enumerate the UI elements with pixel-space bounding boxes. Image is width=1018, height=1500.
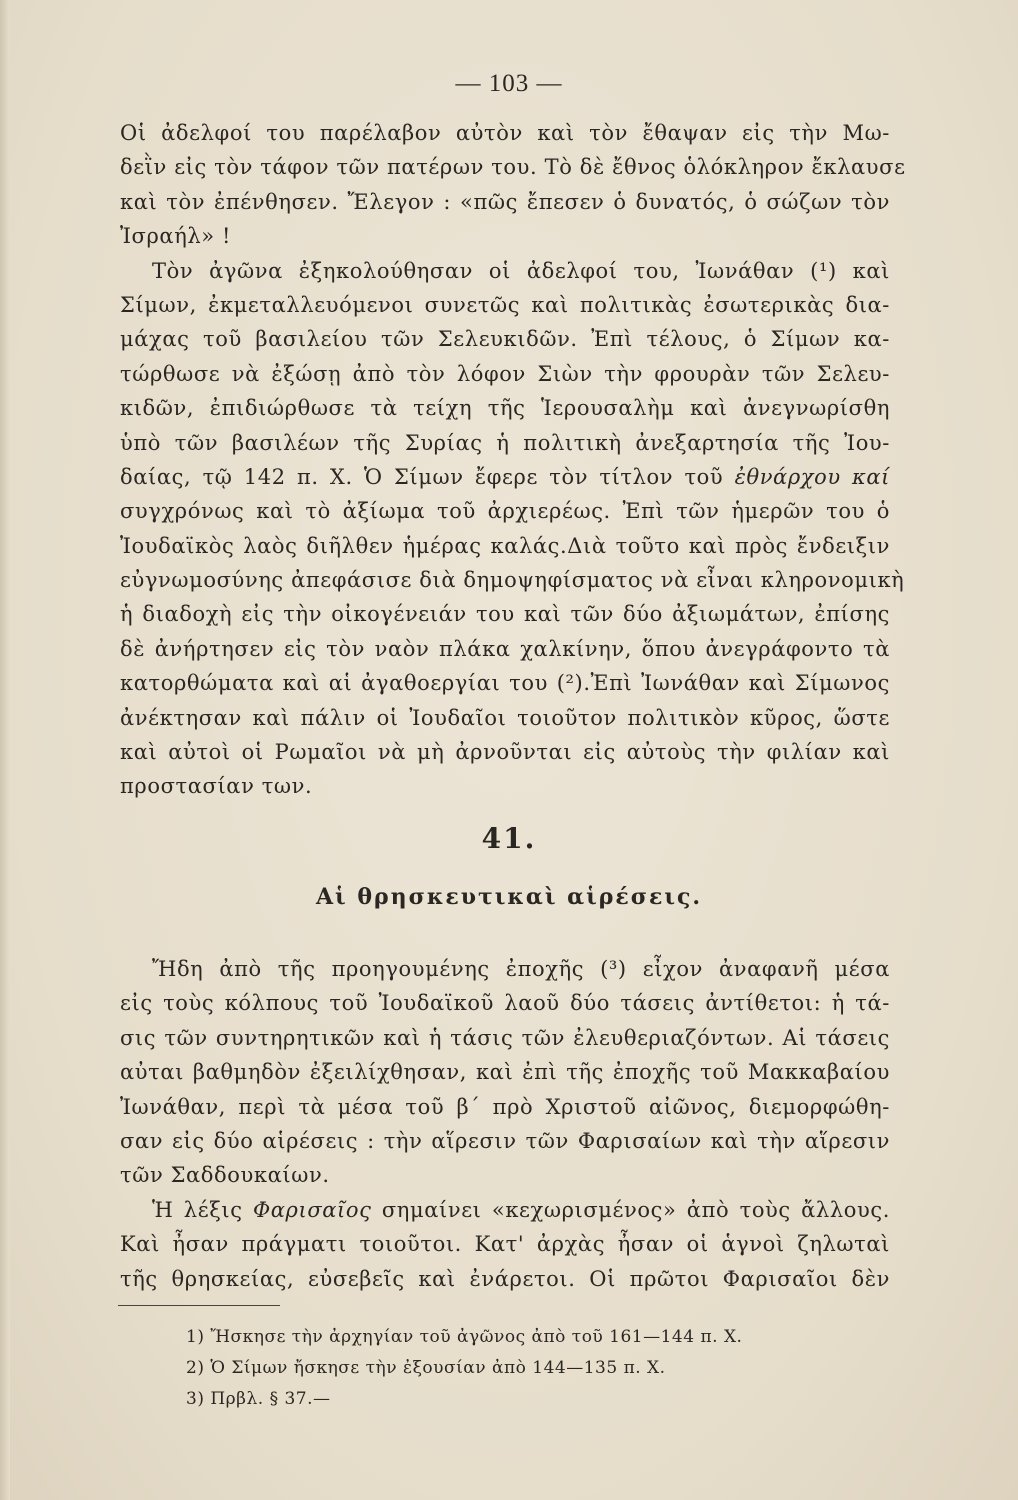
page-number: — 103 — — [455, 70, 563, 97]
footnote-1: 1) Ἤσκησε τὴν ἀρχηγίαν τοῦ ἀγῶνος ἀπὸ τοῦ 161—144 π. Χ. — [186, 1327, 743, 1347]
text-line: τώρθωσε νὰ ἐξώσῃ ἀπὸ τὸν λόφον Σιὼν τὴν φρουρὰν τῶν Σελευ- — [120, 361, 890, 386]
italic-term: Φαρισαῖος — [252, 1197, 372, 1222]
text-line: ἡ διαδοχὴ εἰς τὴν οἰκογένειάν του καὶ τῶν δύο ἀξιωμάτων, ἐπίσης — [120, 602, 890, 627]
text-segment: σημαίνει «κεχωρισμένος» ἀπὸ τοὺς ἄλλους. — [381, 1197, 890, 1222]
text-line: μάχας τοῦ βασιλείου τῶν Σελευκιδῶν. Ἐπὶ τέλους, ὁ Σίμων κα- — [120, 327, 890, 352]
section-number: 41. — [481, 822, 537, 855]
text-line: δὲ ἀνήρτησεν εἰς τὸν ναὸν πλάκα χαλκίνην, ὅπου ἀνεγράφοντο τὰ — [120, 636, 890, 661]
text-line: σαν εἰς δύο αἱρέσεις : τὴν αἵρεσιν τῶν Φαρισαίων καὶ τὴν αἵρεσιν — [120, 1128, 890, 1153]
text-line: Ἤδη ἀπὸ τῆς προηγουμένης ἐποχῆς (³) εἶχον ἀναφανῆ μέσα — [152, 957, 890, 981]
italic-term: ἐθνάρχου καί — [734, 464, 890, 489]
text-line: αὐται βαθμηδὸν ἐξειλίχθησαν, καὶ ἐπὶ τῆς ἐποχῆς τοῦ Μακκαβαίου — [120, 1060, 890, 1085]
footnotes — [186, 1322, 742, 1415]
text-line: Οἱ ἀδελφοί του παρέλαβον αὐτὸν καὶ τὸν ἔθαψαν εἰς τὴν Μω- — [120, 121, 890, 145]
text-line: ἀνέκτησαν καὶ πάλιν οἱ Ἰουδαῖοι τοιοῦτον πολιτικὸν κῦρος, ὥστε — [120, 705, 890, 730]
text-segment: Ἡ λέξις — [152, 1197, 243, 1222]
text-line: καὶ αὐτοὶ οἱ Ρωμαῖοι νὰ μὴ ἀρνοῦνται εἰς αὐτοὺς τὴν φιλίαν καὶ — [120, 740, 890, 765]
text-line: κατορθώματα καὶ αἱ ἀγαθοεργίαι του (²).Ἐπὶ Ἰωνάθαν καὶ Σίμωνος — [120, 671, 890, 696]
text-line: Ἰουδαϊκὸς λαὸς διῆλθεν ἡμέρας καλάς.Διὰ τοῦτο καὶ πρὸς ἔνδειξιν — [120, 533, 890, 558]
footnote-2: 2) Ὁ Σίμων ἤσκησε τὴν ἐξουσίαν ἀπὸ 144—135 π. Χ. — [186, 1358, 666, 1378]
text-line: σις τῶν συντηρητικῶν καὶ ἡ τάσις τῶν ἐλευθεριαζόντων. Αἱ τάσεις — [120, 1025, 890, 1050]
text-line: Τὸν ἀγῶνα ἐξηκολούθησαν οἱ ἀδελφοί του, Ἰωνάθαν (¹) καὶ — [152, 258, 890, 283]
text-line: προστασίαν των. — [120, 774, 313, 799]
text-line: ὑπὸ τῶν βασιλέων τῆς Συρίας ἡ πολιτικὴ ἀνεξαρτησία τῆς Ἰου- — [120, 430, 890, 455]
text-line-with-italic — [120, 460, 890, 494]
text-line: τῶν Σαδδουκαίων. — [120, 1163, 330, 1188]
footnote-3: 3) Πρβλ. § 37.— — [186, 1389, 331, 1409]
text-line: Καὶ ἦσαν πράγματι τοιοῦτοι. Κατ' ἀρχὰς ἦσαν οἱ ἁγνοὶ ζηλωταὶ — [120, 1232, 890, 1257]
text-line: Σίμων, ἐκμεταλλευόμενοι συνετῶς καὶ πολιτικὰς ἐσωτερικὰς δια- — [120, 292, 890, 317]
text-line: Ἰωνάθαν, περὶ τὰ μέσα τοῦ β΄ πρὸ Χριστοῦ αἰῶνος, διεμορφώθη- — [120, 1094, 890, 1119]
text-line: Ἰσραήλ» ! — [120, 224, 232, 249]
body-text-bottom — [120, 952, 890, 1296]
text-line: τῆς θρησκείας, εὐσεβεῖς καὶ ἐνάρετοι. Οἱ πρῶτοι Φαρισαῖοι δὲν — [120, 1266, 890, 1291]
text-line: καὶ τὸν ἐπένθησεν. Ἔλεγον : «πῶς ἔπεσεν ὁ δυνατός, ὁ σώζων τὸν — [120, 189, 890, 214]
text-line: εὐγνωμοσύνης ἀπεφάσισε διὰ δημοψηφίσματος νὰ εἶναι κληρονομικὴ — [120, 568, 905, 593]
text-line: εἰς τοὺς κόλπους τοῦ Ἰουδαϊκοῦ λαοῦ δύο τάσεις ἀντίθετοι: ἡ τά- — [120, 991, 890, 1016]
text-line-with-italic — [120, 1193, 890, 1227]
footnote-divider — [118, 1305, 280, 1306]
text-line: κιδῶν, ἐπιδιώρθωσε τὰ τείχη τῆς Ἱερουσαλὴμ καὶ ἀνεγνωρίσθη — [120, 396, 890, 421]
text-segment: δαίας, τῷ 142 π. Χ. Ὁ Σίμων ἔφερε τὸν τίτλον τοῦ — [120, 464, 724, 489]
text-line: δεῒν εἰς τὸν τάφον τῶν πατέρων του. Τὸ δὲ ἔθνος ὁλόκληρον ἔκλαυσε — [120, 155, 906, 180]
binding-edge — [0, 0, 10, 1500]
section-title: Αἱ θρησκευτικαὶ αἱρέσεις. — [315, 884, 703, 910]
text-line: συγχρόνως καὶ τὸ ἀξίωμα τοῦ ἀρχιερέως. Ἐπὶ τῶν ἡμερῶν του ὁ — [120, 499, 890, 524]
body-text-top — [120, 116, 906, 804]
